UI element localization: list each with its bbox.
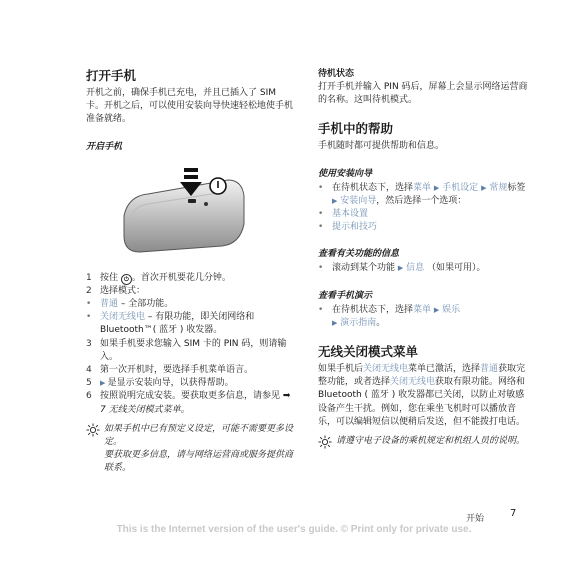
standby-title: 待机状态 xyxy=(318,69,355,79)
step-1: 1 按住 ⏻ 。首次开机要花几分钟。 xyxy=(86,272,231,283)
wizard-option-tips: • 提示和技巧 xyxy=(318,222,378,233)
power-on-steps xyxy=(86,272,294,417)
step-2: 2 选择模式： xyxy=(86,285,146,296)
page-number: 7 xyxy=(510,508,517,519)
left-column xyxy=(86,66,294,476)
subheading-turn-on: 开启手机 xyxy=(86,141,123,152)
right-arrow-icon: ➡ xyxy=(282,391,291,402)
lightbulb-tip-icon xyxy=(86,423,100,437)
watermark: This is the Internet version of the user's guide. © Print only for private use. xyxy=(116,524,472,535)
right-column xyxy=(318,66,530,448)
flight-mode-paragraph: 如果手机后关闭无线电菜单已激活，选择普通获取完整功能，或者选择关闭无线电获取有限功能。网络和 Bluetooth ( 蓝牙 ) 收发器都已关闭，以防止对敏感设备产生干扰。例如，您在乘坐飞机时可以播放音乐，可以编辑短信以便稍后发送，但不能拨打电话。 xyxy=(318,364,526,427)
mode-option-normal: • 普通 – 全部功能。 xyxy=(86,299,174,310)
wizard-instruction: • 在待机状态下，选择菜单 ▶ 手机设定 ▶ 常规标签 ▶ 安装向导，然后选择一个选项： xyxy=(318,182,526,206)
tip-box-right xyxy=(318,435,530,448)
tip-text-2: 要获取更多信息，请与网络运营商或服务提供商联系。 xyxy=(104,450,294,474)
step-5: 5 ▶ 是显示安装向导，以获得帮助。 xyxy=(86,378,234,389)
mode-option-flight: • 关闭无线电 – 有限功能，即关闭网络和 Bluetooth™( 蓝牙 ) 收发器。 xyxy=(86,312,255,336)
lightbulb-tip-icon xyxy=(318,435,332,449)
function-info-list xyxy=(318,262,530,275)
subheading-phone-demo: 查看手机演示 xyxy=(318,290,373,301)
menu-path-menu: 菜单 xyxy=(413,182,432,193)
tip-text-flight: 请遵守电子设备的乘机规定和机组人员的说明。 xyxy=(336,436,526,447)
section-title-help: 手机中的帮助 xyxy=(318,121,394,137)
subheading-function-info: 查看有关功能的信息 xyxy=(318,249,400,260)
menu-path-setup-wizard: 安装向导 xyxy=(340,195,377,206)
phone-demo-list xyxy=(318,304,530,330)
step-6: 6 按照说明完成安装。要获取更多信息，请参见 ➡ 7 无线关闭模式菜单。 xyxy=(86,391,291,415)
phone-demo-instruction: • 在待机状态下，选择菜单 ▶ 娱乐 ▶ 演示指南。 xyxy=(318,304,461,328)
tip-text-1: 如果手机中已有预定义设定，可能不需要更多设定。 xyxy=(104,423,294,448)
section-title-power-on: 打开手机 xyxy=(86,68,137,83)
step-4: 4 第一次开机时，要选择手机菜单语言。 xyxy=(86,365,254,376)
help-paragraph: 手机随时都可提供帮助和信息。 xyxy=(318,141,445,152)
menu-path-phone-settings: 手机设定 xyxy=(442,182,479,193)
setup-wizard-list xyxy=(318,182,530,235)
wizard-option-basic: • 基本设置 xyxy=(318,209,369,220)
cross-reference-link[interactable]: 7 无线关闭模式菜单。 xyxy=(100,404,190,415)
menu-path-general: 常规 xyxy=(489,182,508,193)
menu-path-info: 信息 xyxy=(406,263,425,274)
tip-box-left xyxy=(86,423,294,476)
step-3: 3 如果手机要求您输入 SIM 卡的 PIN 码，则请输入。 xyxy=(86,338,287,362)
subheading-setup-wizard: 使用安装向导 xyxy=(318,168,373,179)
power-icon: ⏻ xyxy=(121,274,132,285)
standby-paragraph: 打开手机并输入 PIN 码后，屏幕上会显示网络运营商的名称。这叫待机模式。 xyxy=(318,82,528,106)
function-info-instruction: • 滚动到某个功能 ▶ 信息 （如果可用）。 xyxy=(318,263,486,274)
intro-paragraph: 开机之前，确保手机已充电，并且已插入了 SIM 卡。开机之后，可以使用安装向导快速轻松地使手机准备就绪。 xyxy=(86,88,294,125)
section-title-flight-mode: 无线关闭模式菜单 xyxy=(318,344,419,360)
footer-section-name: 开始 xyxy=(466,514,485,524)
phone-power-illustration xyxy=(118,166,248,258)
